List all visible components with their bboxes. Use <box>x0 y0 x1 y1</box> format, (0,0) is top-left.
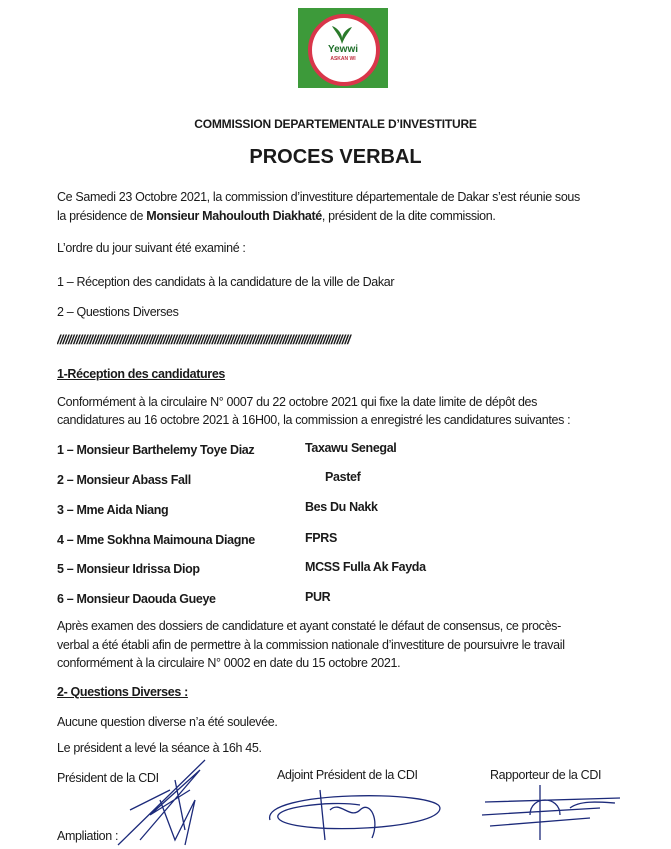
candidate-name: 5 – Monsieur Idrissa Diop <box>57 562 200 576</box>
section-1-text: Conformément à la circulaire N° 0007 du 22 octobre 2021 qui fixe la date limite de dépôt des <box>57 395 538 409</box>
intro-text: , président de la dite commission. <box>321 209 496 223</box>
conclusion-text: Après examen des dossiers de candidature et ayant constaté le défaut de consensus, ce procès- <box>57 619 561 633</box>
agenda-intro: L’ordre du jour suivant été examiné : <box>57 241 246 255</box>
signature-label-adjoint: Adjoint Président de la CDI <box>277 768 418 782</box>
commission-header: COMMISSION DEPARTEMENTALE D’INVESTITURE <box>194 117 477 131</box>
signature-label-president: Président de la CDI <box>57 771 159 785</box>
candidate-name: 1 – Monsieur Barthelemy Toye Diaz <box>57 443 255 457</box>
candidate-name: 2 – Monsieur Abass Fall <box>57 473 191 487</box>
rapporteur-signature <box>482 785 620 840</box>
agenda-item: 1 – Réception des candidats à la candidature de la ville de Dakar <box>57 275 395 289</box>
section-1-heading: 1-Réception des candidatures <box>57 367 226 381</box>
logo-subtitle: ASKAN WI <box>330 56 356 62</box>
ampliation-label: Ampliation : <box>57 829 119 843</box>
candidate-name: 4 – Mme Sokhna Maimouna Diagne <box>57 533 255 547</box>
agenda-item: 2 – Questions Diverses <box>57 305 179 319</box>
intro-line-1: Ce Samedi 23 Octobre 2021, la commission d’investiture départementale de Dakar s’est réunie sous <box>57 190 580 204</box>
president-name: Monsieur Mahoulouth Diakhaté <box>146 209 322 223</box>
adjoint-signature <box>270 790 440 840</box>
candidate-party: PUR <box>305 590 331 604</box>
section-1-text: candidatures au 16 octobre 2021 à 16H00, la commission a enregistré les candidatures suivantes : <box>57 413 571 427</box>
candidate-party: FPRS <box>305 531 337 545</box>
page-title: PROCES VERBAL <box>249 146 422 168</box>
section-2-heading: 2- Questions Diverses : <box>57 685 188 699</box>
candidate-party: Bes Du Nakk <box>305 500 378 514</box>
conclusion-text: conformément à la circulaire N° 0002 en date du 15 octobre 2021. <box>57 656 401 670</box>
separator-line: //////////////////////////////////////////////////////////////////////////////////////////////////////////// <box>57 332 350 347</box>
logo-name: Yewwi <box>327 44 358 55</box>
conclusion-text: verbal a été établi afin de permettre à la commission nationale d’investiture de poursuivre le travail <box>57 638 565 652</box>
candidate-party: Pastef <box>325 470 361 484</box>
candidate-name: 3 – Mme Aida Niang <box>57 503 169 517</box>
president-signature <box>118 760 205 845</box>
candidate-name: 6 – Monsieur Daouda Gueye <box>57 592 216 606</box>
candidate-party: Taxawu Senegal <box>305 441 397 455</box>
section-2-text: Aucune question diverse n’a été soulevée. <box>57 715 278 729</box>
intro-text: la présidence de <box>57 209 147 223</box>
closing-text: Le président a levé la séance à 16h 45. <box>57 741 262 755</box>
candidate-party: MCSS Fulla Ak Fayda <box>305 560 426 574</box>
signature-label-rapporteur: Rapporteur de la CDI <box>490 768 602 782</box>
